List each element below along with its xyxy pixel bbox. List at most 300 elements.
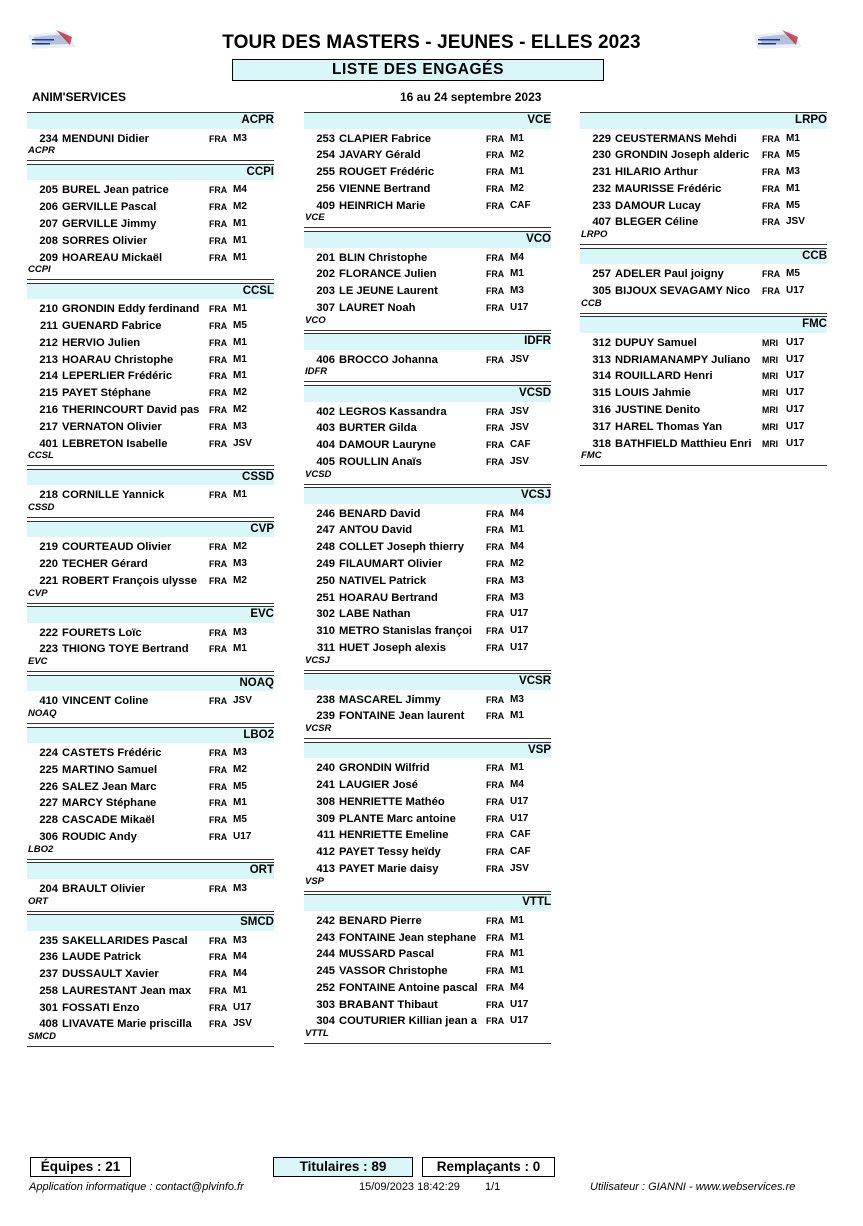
player-row <box>304 350 551 367</box>
team-header <box>27 606 274 623</box>
player-category: M2 <box>233 541 247 553</box>
player-row <box>304 281 551 298</box>
player-number: 231 <box>592 166 611 179</box>
player-name: BURTER Gilda <box>339 422 417 435</box>
player-row <box>27 180 274 197</box>
team-footer <box>580 229 827 245</box>
player-row <box>27 333 274 350</box>
player-number: 220 <box>39 557 58 570</box>
player-nationality: FRA <box>486 558 505 569</box>
player-row <box>304 435 551 452</box>
team-footer <box>27 264 274 280</box>
team-code-footer: SMCD <box>28 1031 56 1043</box>
player-number: 413 <box>316 862 335 875</box>
player-category: U17 <box>786 336 805 348</box>
player-row <box>304 825 551 842</box>
player-nationality: FRA <box>762 183 781 194</box>
team-code: LBO2 <box>243 728 274 741</box>
player-number: 302 <box>316 608 335 621</box>
player-name: NDRIAMANAMPY Juliano <box>615 353 751 366</box>
team-code-footer: ACPR <box>28 145 55 157</box>
player-name: LEPERLIER Frédéric <box>62 370 173 383</box>
player-nationality: MRI <box>762 337 779 348</box>
player-name: BATHFIELD Matthieu Enri <box>615 437 752 450</box>
team-footer <box>580 450 827 466</box>
player-row <box>304 928 551 945</box>
player-number: 406 <box>316 353 335 366</box>
player-name: VIENNE Bertrand <box>339 182 431 195</box>
player-category: JSV <box>233 1018 252 1030</box>
player-category: M1 <box>510 965 524 977</box>
team-block <box>27 521 274 604</box>
player-nationality: FRA <box>209 252 228 263</box>
column-1 <box>27 112 274 1050</box>
player-name: SALEZ Jean Marc <box>62 780 157 793</box>
team-code: SMCD <box>240 916 274 929</box>
player-number: 229 <box>592 132 611 145</box>
player-name: MAURISSE Frédéric <box>615 182 722 195</box>
page-title: TOUR DES MASTERS - JEUNES - ELLES 2023 <box>222 32 641 53</box>
player-category: U17 <box>510 641 529 653</box>
player-row <box>27 350 274 367</box>
player-nationality: FRA <box>486 440 505 451</box>
player-number: 404 <box>316 439 335 452</box>
player-nationality: FRA <box>209 321 228 332</box>
player-category: M3 <box>233 934 247 946</box>
player-nationality: FRA <box>762 269 781 280</box>
player-name: HERVIO Julien <box>62 336 141 349</box>
player-nationality: FRA <box>209 337 228 348</box>
player-nationality: FRA <box>209 969 228 980</box>
player-number: 204 <box>39 882 58 895</box>
player-nationality: FRA <box>209 558 228 569</box>
team-block <box>27 914 274 1047</box>
team-block <box>27 862 274 911</box>
player-category: M3 <box>233 882 247 894</box>
player-row <box>304 145 551 162</box>
player-nationality: FRA <box>486 133 505 144</box>
player-name: FONTAINE Jean stephane <box>339 931 477 944</box>
team-block <box>304 673 551 739</box>
player-number: 250 <box>316 574 335 587</box>
player-category: M1 <box>233 251 247 263</box>
player-number: 215 <box>39 387 58 400</box>
player-category: U17 <box>233 1001 252 1013</box>
player-nationality: FRA <box>209 388 228 399</box>
player-number: 208 <box>39 234 58 247</box>
player-row <box>580 162 827 179</box>
team-footer <box>27 656 274 672</box>
player-name: SORRES Olivier <box>62 234 148 247</box>
team-footer <box>304 469 551 485</box>
player-nationality: FRA <box>486 609 505 620</box>
team-footer <box>304 366 551 382</box>
player-row <box>304 604 551 621</box>
team-code-footer: CCSL <box>28 450 54 462</box>
player-name: COUTURIER Killian jean a <box>339 1015 478 1028</box>
player-number: 221 <box>39 574 58 587</box>
player-nationality: FRA <box>209 542 228 553</box>
player-name: HOAREAU Mickaël <box>62 251 163 264</box>
team-code: IDFR <box>524 335 551 348</box>
player-row <box>304 859 551 876</box>
player-name: ROUDIC Andy <box>62 830 137 843</box>
player-name: MARCY Stéphane <box>62 797 157 810</box>
player-nationality: FRA <box>486 863 505 874</box>
player-row <box>304 978 551 995</box>
player-number: 301 <box>39 1001 58 1014</box>
team-code: VCSD <box>519 386 551 399</box>
player-name: HENRIETTE Mathéo <box>339 795 445 808</box>
player-category: M1 <box>233 797 247 809</box>
player-category: U17 <box>786 353 805 365</box>
player-category: M1 <box>510 931 524 943</box>
player-row <box>580 350 827 367</box>
player-row <box>27 981 274 998</box>
footer-app-info: Application informatique : contact@plvinfo.fr <box>29 1181 244 1193</box>
player-row <box>27 197 274 214</box>
player-number: 310 <box>316 625 335 638</box>
team-code-footer: VCSD <box>305 468 332 480</box>
team-header <box>27 727 274 744</box>
player-nationality: FRA <box>486 966 505 977</box>
player-row <box>27 129 274 146</box>
player-nationality: FRA <box>209 815 228 826</box>
player-name: CLAPIER Fabrice <box>339 132 432 145</box>
team-block <box>304 231 551 331</box>
column-3 <box>580 112 827 469</box>
player-name: MUSSARD Pascal <box>339 948 435 961</box>
player-nationality: FRA <box>486 711 505 722</box>
player-nationality: FRA <box>486 354 505 365</box>
player-row <box>304 706 551 723</box>
player-name: HOARAU Bertrand <box>339 591 438 604</box>
team-code: ACPR <box>241 114 274 126</box>
player-name: THERINCOURT David pas <box>62 403 200 416</box>
player-row <box>27 1014 274 1031</box>
player-number: 226 <box>39 780 58 793</box>
player-nationality: FRA <box>486 508 505 519</box>
player-number: 309 <box>316 812 335 825</box>
player-row <box>304 264 551 281</box>
player-name: LABE Nathan <box>339 608 411 621</box>
player-number: 254 <box>316 149 335 162</box>
team-code-footer: VTTL <box>305 1028 329 1040</box>
player-name: DAMOUR Lauryne <box>339 439 436 452</box>
player-category: U17 <box>510 998 529 1010</box>
player-number: 304 <box>316 1015 335 1028</box>
player-number: 239 <box>316 710 335 723</box>
team-header <box>304 333 551 350</box>
player-number: 316 <box>592 403 611 416</box>
team-code: VCO <box>526 232 551 245</box>
player-category: U17 <box>510 1015 529 1027</box>
player-number: 306 <box>39 830 58 843</box>
player-row <box>580 400 827 417</box>
player-row <box>304 690 551 707</box>
player-category: M1 <box>510 762 524 774</box>
player-number: 202 <box>316 268 335 281</box>
player-name: SAKELLARIDES Pascal <box>62 934 188 947</box>
player-nationality: FRA <box>486 796 505 807</box>
team-code-footer: LBO2 <box>28 843 54 855</box>
player-category: M5 <box>786 268 800 280</box>
team-footer <box>304 876 551 892</box>
player-category: M4 <box>510 541 524 553</box>
team-code: VTTL <box>522 896 551 909</box>
player-number: 242 <box>316 914 335 927</box>
player-nationality: FRA <box>486 1016 505 1027</box>
player-name: LIVAVATE Marie priscilla <box>62 1018 192 1031</box>
player-number: 255 <box>316 166 335 179</box>
player-category: M2 <box>510 182 524 194</box>
list-subtitle: LISTE DES ENGAGÉS <box>232 59 604 81</box>
player-nationality: FRA <box>209 1019 228 1030</box>
player-name: DAMOUR Lucay <box>615 199 701 212</box>
player-category: M1 <box>233 643 247 655</box>
player-number: 228 <box>39 814 58 827</box>
footer-datetime: 15/09/2023 18:42:29 <box>359 1181 460 1193</box>
team-code: CCSL <box>242 284 274 297</box>
player-number: 253 <box>316 132 335 145</box>
player-nationality: FRA <box>209 627 228 638</box>
player-category: U17 <box>786 437 805 449</box>
player-nationality: FRA <box>486 626 505 637</box>
player-number: 409 <box>316 199 335 212</box>
player-nationality: FRA <box>209 202 228 213</box>
team-code-footer: VCE <box>305 212 325 224</box>
player-number: 318 <box>592 437 611 450</box>
player-name: BENARD Pierre <box>339 914 422 927</box>
player-number: 237 <box>39 968 58 981</box>
player-name: FONTAINE Antoine pascal <box>339 981 478 994</box>
player-name: TECHER Gérard <box>62 557 148 570</box>
player-row <box>27 691 274 708</box>
player-number: 236 <box>39 951 58 964</box>
player-nationality: MRI <box>762 371 779 382</box>
player-number: 401 <box>39 437 58 450</box>
player-nationality: FRA <box>209 235 228 246</box>
player-nationality: FRA <box>486 830 505 841</box>
player-nationality: FRA <box>486 406 505 417</box>
player-category: JSV <box>233 437 252 449</box>
player-number: 252 <box>316 981 335 994</box>
player-name: LAURESTANT Jean max <box>62 984 192 997</box>
player-number: 233 <box>592 199 611 212</box>
player-row <box>304 179 551 196</box>
player-number: 313 <box>592 353 611 366</box>
player-name: HUET Joseph alexis <box>339 641 446 654</box>
team-footer <box>27 502 274 518</box>
player-nationality: FRA <box>486 269 505 280</box>
player-row <box>580 417 827 434</box>
player-name: GERVILLE Pascal <box>62 201 157 214</box>
player-nationality: FRA <box>486 915 505 926</box>
player-row <box>27 639 274 656</box>
player-category: M3 <box>510 693 524 705</box>
player-row <box>27 743 274 760</box>
player-category: M3 <box>510 591 524 603</box>
player-nationality: FRA <box>762 167 781 178</box>
player-row <box>27 383 274 400</box>
player-number: 219 <box>39 541 58 554</box>
player-nationality: FRA <box>209 354 228 365</box>
player-nationality: FRA <box>762 200 781 211</box>
player-nationality: FRA <box>486 780 505 791</box>
player-number: 238 <box>316 693 335 706</box>
player-category: U17 <box>786 403 805 415</box>
player-number: 240 <box>316 762 335 775</box>
player-number: 216 <box>39 403 58 416</box>
player-nationality: FRA <box>486 847 505 858</box>
player-nationality: FRA <box>209 985 228 996</box>
team-code-footer: EVC <box>28 656 48 668</box>
player-row <box>304 792 551 809</box>
team-block <box>304 333 551 382</box>
team-header <box>27 283 274 300</box>
player-name: LEBRETON Isabelle <box>62 437 168 450</box>
substitutes-count: Remplaçants : 0 <box>422 1157 555 1177</box>
team-footer <box>27 450 274 466</box>
team-code-footer: IDFR <box>305 366 328 378</box>
team-code: CSSD <box>242 470 274 483</box>
player-category: U17 <box>510 795 529 807</box>
player-category: M3 <box>233 747 247 759</box>
player-number: 410 <box>39 695 58 708</box>
player-row <box>27 400 274 417</box>
player-category: M3 <box>233 420 247 432</box>
player-nationality: FRA <box>209 935 228 946</box>
team-block <box>27 675 274 724</box>
team-header <box>580 248 827 265</box>
team-header <box>27 914 274 931</box>
team-footer <box>304 315 551 331</box>
team-code-footer: VSP <box>305 875 325 887</box>
player-row <box>580 434 827 451</box>
team-header <box>304 742 551 759</box>
player-nationality: FRA <box>762 217 781 228</box>
player-category: M1 <box>233 370 247 382</box>
team-header <box>27 469 274 486</box>
player-row <box>304 961 551 978</box>
team-code: LRPO <box>795 114 827 126</box>
player-nationality: FRA <box>486 252 505 263</box>
player-name: FLORANCE Julien <box>339 268 437 281</box>
player-category: U17 <box>233 830 252 842</box>
player-name: VASSOR Christophe <box>339 965 448 978</box>
player-nationality: FRA <box>486 999 505 1010</box>
player-number: 258 <box>39 984 58 997</box>
player-name: COLLET Joseph thierry <box>339 541 464 554</box>
player-category: M4 <box>233 968 247 980</box>
team-code-footer: NOAQ <box>28 708 57 719</box>
player-row <box>580 264 827 281</box>
player-name: PAYET Marie daisy <box>339 862 439 875</box>
team-footer <box>27 1031 274 1047</box>
team-code-footer: CSSD <box>28 502 55 514</box>
player-category: M4 <box>510 981 524 993</box>
player-row <box>27 571 274 588</box>
player-row <box>27 554 274 571</box>
player-row <box>304 504 551 521</box>
player-name: HOARAU Christophe <box>62 353 174 366</box>
player-name: ANTOU David <box>339 524 413 537</box>
player-row <box>27 316 274 333</box>
player-nationality: FRA <box>486 423 505 434</box>
player-row <box>580 179 827 196</box>
player-category: M5 <box>233 814 247 826</box>
player-category: M4 <box>510 779 524 791</box>
player-category: U17 <box>510 625 529 637</box>
player-name: GRONDIN Wilfrid <box>339 762 430 775</box>
player-number: 245 <box>316 965 335 978</box>
player-nationality: FRA <box>209 952 228 963</box>
player-number: 311 <box>316 641 335 654</box>
player-nationality: FRA <box>486 763 505 774</box>
player-number: 303 <box>316 998 335 1011</box>
player-name: BRAULT Olivier <box>62 882 146 895</box>
player-category: M4 <box>510 507 524 519</box>
player-nationality: FRA <box>209 644 228 655</box>
player-number: 217 <box>39 420 58 433</box>
team-header <box>27 675 274 692</box>
player-name: LOUIS Jahmie <box>615 387 691 400</box>
player-nationality: FRA <box>209 438 228 449</box>
player-row <box>27 299 274 316</box>
player-row <box>27 366 274 383</box>
player-category: M2 <box>233 387 247 399</box>
player-nationality: FRA <box>486 949 505 960</box>
player-nationality: FRA <box>209 421 228 432</box>
player-nationality: MRI <box>762 388 779 399</box>
player-category: M4 <box>510 251 524 263</box>
team-code: NOAQ <box>239 676 274 689</box>
player-row <box>27 947 274 964</box>
player-name: NATIVEL Patrick <box>339 574 427 587</box>
player-category: M4 <box>233 184 247 196</box>
player-name: VERNATON Olivier <box>62 420 162 433</box>
team-code: VCE <box>527 114 551 126</box>
player-name: ROUILLARD Henri <box>615 370 713 383</box>
player-nationality: FRA <box>209 575 228 586</box>
team-code: CCB <box>802 249 827 262</box>
team-block <box>304 112 551 228</box>
team-header <box>580 316 827 333</box>
player-category: M1 <box>233 336 247 348</box>
team-header <box>27 164 274 181</box>
player-nationality: FRA <box>486 200 505 211</box>
player-category: CAF <box>510 439 531 451</box>
player-number: 230 <box>592 149 611 162</box>
player-name: DUPUY Samuel <box>615 336 697 349</box>
player-row <box>304 1011 551 1028</box>
player-row <box>27 879 274 896</box>
player-nationality: FRA <box>486 167 505 178</box>
player-number: 205 <box>39 184 58 197</box>
player-nationality: FRA <box>486 542 505 553</box>
player-nationality: FRA <box>486 813 505 824</box>
player-name: BROCCO Johanna <box>339 353 438 366</box>
team-code-footer: VCSJ <box>305 654 330 666</box>
team-footer <box>304 1028 551 1044</box>
team-block <box>27 727 274 860</box>
team-header <box>304 894 551 911</box>
player-row <box>304 809 551 826</box>
player-category: CAF <box>510 829 531 841</box>
player-row <box>304 248 551 265</box>
player-number: 412 <box>316 846 335 859</box>
player-number: 403 <box>316 422 335 435</box>
